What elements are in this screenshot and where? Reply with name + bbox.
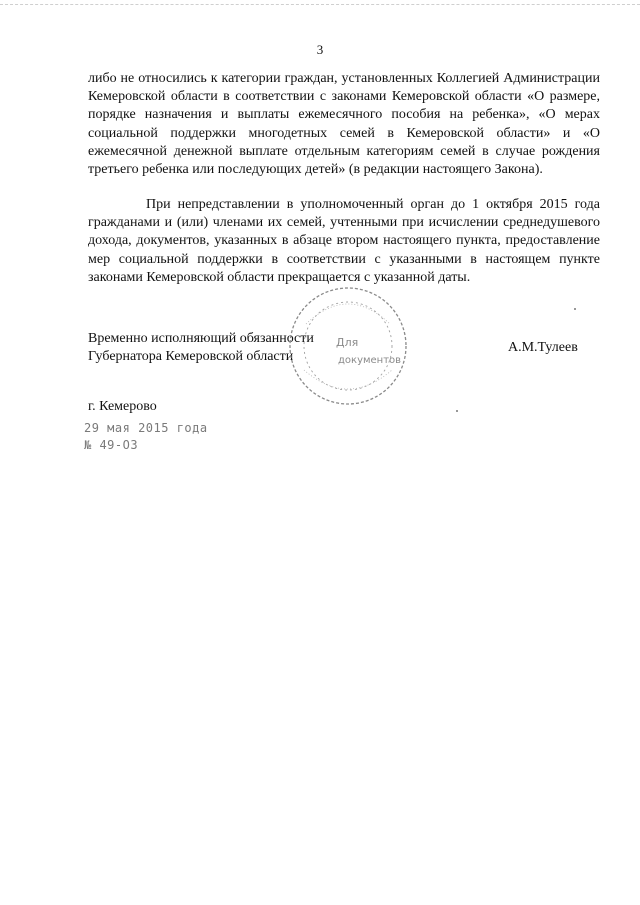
city-name: г. Кемерово (88, 399, 157, 414)
signatory-title-line2: Губернатора Кемеровской области (88, 349, 294, 364)
official-seal-stamp (286, 284, 410, 408)
law-number: № 49-ОЗ (84, 438, 139, 452)
paragraph-continuation: либо не относились к категории граждан, установленных Коллегией Администрации Кемеровской области в соответствии с законами Кемеровской области «О размере, порядке назначения и выплаты ежемесячного пособия на ребенка», «О мерах социальной поддержки многодетных семей в Кемеровской области» и «О ежемесячной денежной выплате отдельным категориям семей в случае рождения третьего ребенка или последующих детей» (в редакции настоящего Закона). (88, 71, 600, 178)
page-top-edge (0, 4, 640, 6)
seal-text-line2: документов (338, 355, 402, 366)
law-date: 29 мая 2015 года (84, 421, 208, 435)
page-number: 3 (316, 42, 324, 57)
paragraph-deadline: При непредставлении в уполномоченный орган до 1 октября 2015 года гражданами и (или) членами их семей, учтенными при исчислении среднедушевого дохода, документов, указанных в абзаце втором настоящего пункта, предоставление мер социальной поддержки в соответствии с указанными в настоящем пункте законами Кемеровской области прекращается с указанной даты. (88, 197, 600, 285)
signatory-title (88, 330, 314, 366)
signatory-name: А.М.Тулеев (508, 340, 578, 355)
scan-speck (574, 308, 576, 310)
law-stamp (84, 420, 208, 454)
signatory-title-line1: Временно исполняющий обязанности (88, 331, 314, 346)
scan-speck (456, 410, 458, 412)
seal-text-line1: Для (336, 336, 359, 349)
